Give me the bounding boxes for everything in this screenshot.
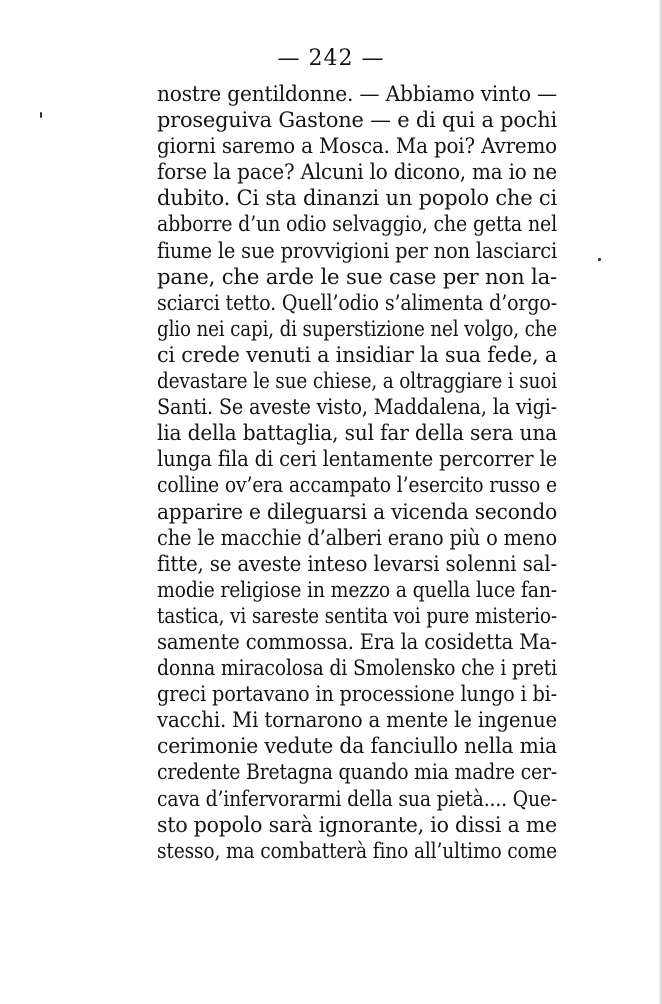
text-line: glio nei capi, di superstizione nel volgo, che [157,316,557,342]
text-line: dubito. Ci sta dinanzi un popolo che ci [157,186,557,212]
text-line: devastare le sue chiese, a oltraggiare i suoi [157,369,557,395]
text-line: lunga fila di ceri lentamente percorrer le [157,447,557,473]
text-line: abborre d’un odio selvaggio, che getta nel [157,212,557,238]
text-line: nostre gentildonne. — Abbiamo vinto — [157,82,557,107]
text-line: vacchi. Mi tornarono a mente le ingenue [157,708,557,734]
text-line: tastica, vi sareste sentita voi pure misterio- [157,603,557,629]
text-line: sto popolo sarà ignorante, io dissi a me [157,812,557,838]
page-edge-shadow [658,0,662,1004]
page-number: — 242 — [277,46,385,71]
text-line: credente Bretagna quando mia madre cer- [157,760,557,786]
text-line: apparire e dileguarsi a vicenda secondo [157,499,557,525]
ink-speck [40,112,42,118]
text-line: lia della battaglia, sul far della sera una [157,421,557,447]
text-line: greci portavano in processione lungo i bi- [157,682,557,708]
body-text [157,82,557,865]
text-line: fiume le sue provvigioni per non lasciarci [157,238,557,264]
text-line: cerimonie vedute da fanciullo nella mia [157,734,557,760]
text-line: forse la pace? Alcuni lo dicono, ma io ne [157,160,557,186]
text-line: Santi. Se aveste visto, Maddalena, la vigi- [157,395,557,421]
text-line: sciarci tetto. Quell’odio s’alimenta d’orgo- [157,290,557,316]
text-line: samente commossa. Era la cosidetta Ma- [157,629,557,655]
text-line: colline ov’era accampato l’esercito russo e [157,473,557,499]
text-line: cava d’infervorarmi della sua pietà.... Que- [157,786,557,812]
text-line: proseguiva Gastone — e di qui a pochi [157,108,557,134]
text-line: giorni saremo a Mosca. Ma poi? Avremo [157,134,557,160]
text-line: ci crede venuti a insidiar la sua fede, a [157,342,557,368]
text-line: pane, che arde le sue case per non la- [157,264,557,290]
text-line: donna miracolosa di Smolensko che i preti [157,656,557,682]
text-line: stesso, ma combatterà fino all’ultimo come [157,838,557,864]
text-line: che le macchie d’alberi erano più o meno [157,525,557,551]
text-line: modie religiose in mezzo a quella luce fan- [157,577,557,603]
ink-speck [598,258,601,261]
text-line: fitte, se aveste inteso levarsi solenni sal- [157,551,557,577]
